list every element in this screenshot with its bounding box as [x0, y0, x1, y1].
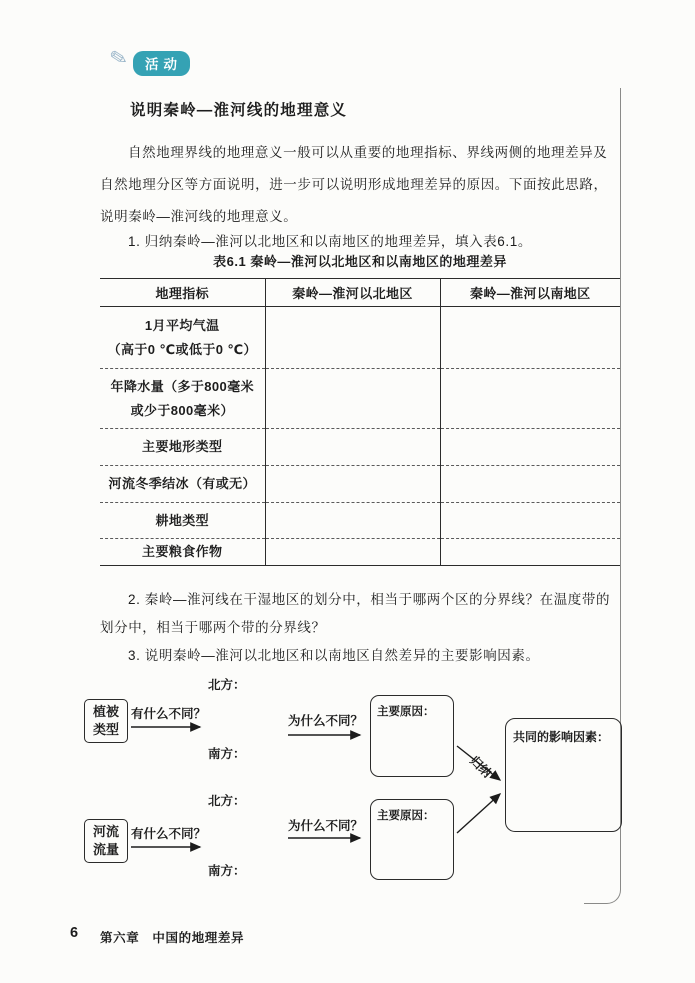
subject-text: 河流: [92, 824, 119, 839]
table-caption: 表6.1 秦岭—淮河以北地区和以南地区的地理差异: [213, 254, 507, 269]
influence-factor-diagram: [0, 670, 695, 902]
answer-cell-north: [265, 307, 440, 369]
table-header-row: [100, 279, 620, 307]
answer-cell-south: [440, 307, 620, 369]
answer-cell-south: [440, 503, 620, 539]
north-label: 北方：: [208, 678, 246, 692]
question-1: 1. 归纳秦岭—淮河以北地区和以南地区的地理差异，填入表6.1。: [128, 234, 532, 249]
indicator-text: （高于0 ℃或低于0 ℃）: [107, 341, 257, 357]
indicator-text: 年降水量（多于800毫米: [110, 378, 254, 394]
header-south-region: 秦岭—淮河以南地区: [440, 279, 620, 307]
what-question-label: 有什么不同？: [131, 827, 207, 841]
answer-cell-south: [440, 466, 620, 503]
south-label: 南方：: [208, 864, 246, 878]
table-row: [100, 539, 620, 566]
indicator-cell: [100, 539, 265, 566]
header-indicator: 地理指标: [100, 279, 265, 307]
indicator-cell: [100, 503, 265, 539]
reason-label: 主要原因：: [377, 706, 435, 718]
answer-cell-north: [265, 429, 440, 466]
table-row: [100, 369, 620, 429]
common-factor-label: 共同的影响因素：: [513, 730, 610, 744]
what-question-label: 有什么不同？: [131, 707, 207, 721]
subject-box-river: [84, 819, 128, 863]
question-3: 3. 说明秦岭—淮河以北地区和以南地区自然差异的主要影响因素。: [128, 648, 540, 663]
indicator-cell: [100, 307, 265, 369]
reason-label: 主要原因：: [377, 810, 435, 822]
indicator-cell: [100, 369, 265, 429]
intro-line: 说明秦岭—淮河线的地理意义。: [100, 209, 298, 224]
indicator-text: 耕地类型: [155, 512, 210, 528]
main-reason-box-vegetation: [370, 695, 454, 777]
south-label: 南方：: [208, 747, 246, 761]
why-question-label: 为什么不同？: [288, 714, 364, 728]
pencil-icon: ✎: [107, 45, 130, 72]
north-label: 北方：: [208, 794, 246, 808]
answer-cell-north: [265, 466, 440, 503]
why-question-label: 为什么不同？: [288, 819, 364, 833]
table-row: [100, 429, 620, 466]
page-number: 6: [70, 925, 79, 941]
summarize-arrow-lower: [457, 794, 500, 833]
answer-cell-north: [265, 503, 440, 539]
indicator-text: 主要地形类型: [142, 439, 223, 454]
common-factor-box: [505, 718, 622, 832]
subject-text: 流量: [92, 842, 119, 857]
subject-box-vegetation: [84, 699, 128, 743]
subject-text: 植被: [92, 704, 119, 719]
geography-differences-table: [100, 278, 620, 566]
indicator-cell: [100, 466, 265, 503]
question-2-line: 2. 秦岭—淮河线在干湿地区的划分中，相当于哪两个区的分界线？在温度带的: [128, 592, 611, 607]
table-row: [100, 503, 620, 539]
indicator-text: 或少于800毫米）: [130, 402, 234, 418]
subject-text: 类型: [92, 722, 119, 737]
answer-cell-south: [440, 539, 620, 566]
section-title: 说明秦岭—淮河线的地理意义: [130, 102, 348, 119]
table-row: [100, 466, 620, 503]
intro-line: 自然地理界线的地理意义一般可以从重要的地理指标、界线两侧的地理差异及: [128, 145, 608, 160]
activity-badge: 活动: [133, 51, 190, 76]
chapter-title: 第六章 中国的地理差异: [100, 931, 245, 945]
question-2-line: 划分中，相当于哪两个带的分界线？: [100, 620, 326, 635]
indicator-text: 主要粮食作物: [142, 544, 223, 559]
header-north-region: 秦岭—淮河以北地区: [265, 279, 440, 307]
main-reason-box-river: [370, 799, 454, 880]
indicator-text: 河流冬季结冰（有或无）: [108, 476, 256, 491]
answer-cell-north: [265, 539, 440, 566]
answer-cell-south: [440, 429, 620, 466]
summarize-label: 归纳: [467, 753, 495, 781]
answer-cell-north: [265, 369, 440, 429]
answer-cell-south: [440, 369, 620, 429]
intro-line: 自然地理分区等方面说明，进一步可以说明形成地理差异的原因。下面按此思路，: [100, 177, 608, 192]
indicator-text: 1月平均气温: [144, 317, 220, 333]
indicator-cell: [100, 429, 265, 466]
table-row: [100, 307, 620, 369]
